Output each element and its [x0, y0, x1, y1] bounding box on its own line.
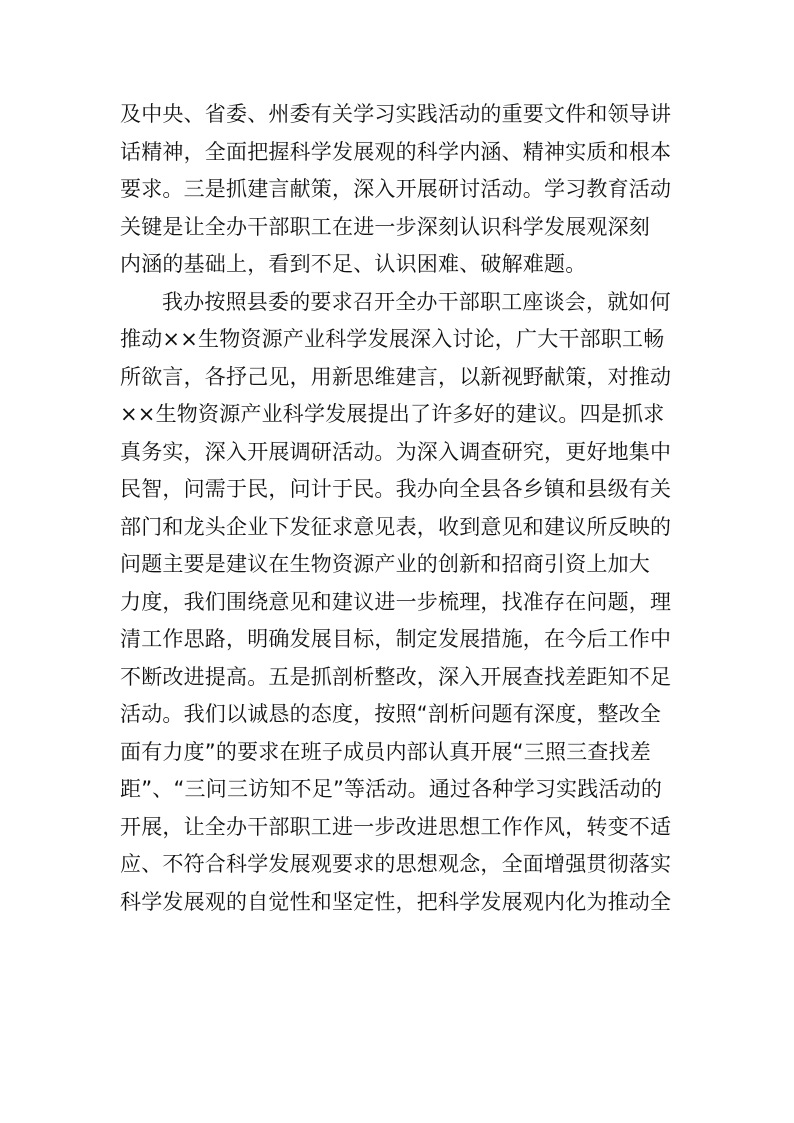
- text-line: 应、不符合科学发展观要求的思想观念，全面增强贯彻落实: [120, 852, 672, 876]
- paragraph: [120, 284, 680, 922]
- text-line: 开展，让全办干部职工进一步改进思想工作作风，转变不适: [120, 814, 672, 839]
- text-line: 话精神，全面把握科学发展观的科学内涵、精神实质和根本: [120, 139, 672, 164]
- text-line: 面有力度”的要求在班子成员内部认真开展“三照三查找差: [120, 739, 651, 764]
- text-line: 我办按照县委的要求召开全办干部职工座谈会，就如何: [162, 289, 671, 314]
- text-line: 部门和龙头企业下发征求意见表，收到意见和建议所反映的: [120, 514, 672, 539]
- text-line: 关键是让全办干部职工在进一步深刻认识科学发展观深刻: [120, 214, 650, 239]
- text-line: 问题主要是建议在生物资源产业的创新和招商引资上加大: [120, 552, 650, 576]
- body-text: [120, 96, 680, 921]
- text-line: 推动××生物资源产业科学发展深入讨论，广大干部职工畅: [120, 327, 665, 351]
- text-line: ××生物资源产业科学发展提出了许多好的建议。四是抓求: [120, 402, 665, 426]
- text-line: 内涵的基础上，看到不足、认识困难、破解难题。: [120, 252, 587, 276]
- text-line: 及中央、省委、州委有关学习实践活动的重要文件和领导讲: [120, 102, 672, 126]
- text-line: 力度，我们围绕意见和建议进一步梳理，找准存在问题，理: [120, 589, 672, 614]
- text-line: 民智，问需于民，问计于民。我办向全县各乡镇和县级有关: [120, 477, 672, 501]
- text-line: 清工作思路，明确发展目标，制定发展措施，在今后工作中: [120, 627, 672, 651]
- text-line: 活动。我们以诚恳的态度，按照“剖析问题有深度，整改全: [120, 702, 662, 726]
- text-line: 距”、“三问三访知不足”等活动。通过各种学习实践活动的: [120, 777, 663, 801]
- text-line: 真务实，深入开展调研活动。为深入调查研究，更好地集中: [120, 439, 672, 464]
- text-line: 不断改进提高。五是抓剖析整改，深入开展查找差距知不足: [120, 664, 672, 689]
- text-line: 所欲言，各抒己见，用新思维建言，以新视野献策，对推动: [120, 364, 672, 389]
- text-line: 科学发展观的自觉性和坚定性，把科学发展观内化为推动全: [120, 889, 672, 914]
- paragraph: [120, 96, 680, 284]
- text-line: 要求。三是抓建言献策，深入开展研讨活动。学习教育活动: [120, 177, 672, 201]
